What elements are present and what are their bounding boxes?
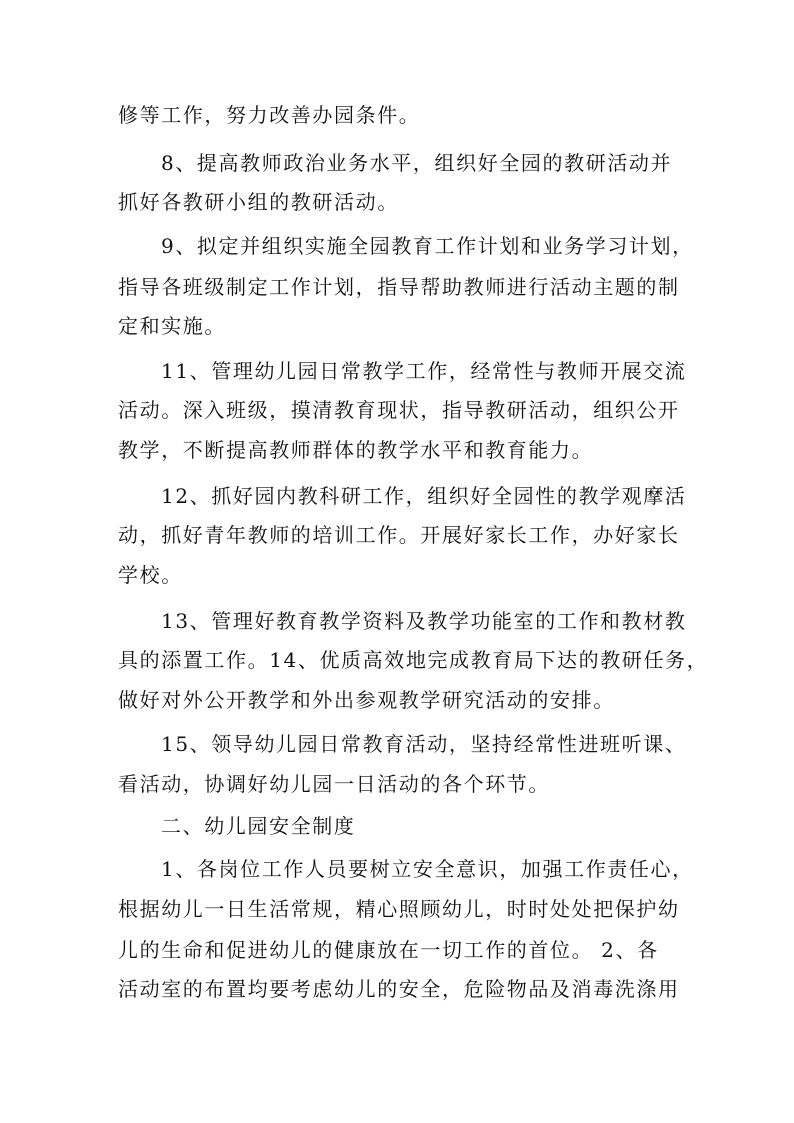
line-text: 13、管理好教育教学资料及教学功能室的工作和教材教 (161, 609, 687, 633)
text-line (0, 604, 794, 638)
line-text: 活动。深入班级，摸清教育现状，指导教研活动，组织公开 (118, 398, 680, 422)
line-text: 学校。 (118, 563, 183, 587)
line-text: 抓好各教研小组的教研活动。 (118, 190, 399, 214)
text-line (0, 309, 794, 343)
line-text: 修等工作，努力改善办园条件。 (118, 103, 421, 127)
line-text: 12、抓好园内教科研工作，组织好全园性的教学观摩活 (161, 484, 687, 508)
line-text: 具的添置工作。14、优质高效地完成教育局下达的教研任务， (118, 648, 709, 672)
section-heading: 二、幼儿园安全制度 (161, 814, 356, 838)
line-text: 做好对外公开教学和外出参观教学研究活动的安排。 (118, 688, 615, 712)
text-line (0, 479, 794, 513)
line-text: 活动室的布置均要考虑幼儿的安全，危险物品及消毒洗涤用 (118, 977, 680, 1001)
line-text: 8、提高教师政治业务水平，组织好全园的教研活动并 (161, 151, 673, 175)
text-line (0, 185, 794, 219)
text-line (0, 393, 794, 427)
text-line (0, 433, 794, 467)
line-text: 动，抓好青年教师的培训工作。开展好家长工作，办好家长 (118, 523, 680, 547)
text-line (0, 972, 794, 1006)
line-text: 定和实施。 (118, 314, 226, 338)
text-line (0, 852, 794, 886)
text-line (0, 146, 794, 180)
text-line (0, 354, 794, 388)
text-line (0, 518, 794, 552)
line-text: 指导各班级制定工作计划，指导帮助教师进行活动主题的制 (118, 275, 680, 299)
text-line (0, 270, 794, 304)
line-text: 11、管理幼儿园日常教学工作，经常性与教师开展交流 (161, 359, 687, 383)
text-line (0, 558, 794, 592)
text-line (0, 727, 794, 761)
text-line (0, 767, 794, 801)
text-line (0, 98, 794, 132)
line-text: 儿的生命和促进幼儿的健康放在一切工作的首位。 2、各 (118, 938, 659, 962)
text-line (0, 229, 794, 263)
text-line (0, 892, 794, 926)
line-text: 15、领导幼儿园日常教育活动，坚持经常性进班听课、 (161, 732, 687, 756)
line-text: 9、拟定并组织实施全园教育工作计划和业务学习计划， (161, 234, 694, 258)
text-line (0, 933, 794, 967)
text-line (0, 809, 794, 843)
text-line (0, 683, 794, 717)
line-text: 根据幼儿一日生活常规，精心照顾幼儿，时时处处把保护幼 (118, 897, 680, 921)
line-text: 看活动，协调好幼儿园一日活动的各个环节。 (118, 772, 550, 796)
line-text: 1、各岗位工作人员要树立安全意识，加强工作责任心， (161, 857, 694, 881)
line-text: 教学，不断提高教师群体的教学水平和教育能力。 (118, 438, 594, 462)
text-line (0, 643, 794, 677)
